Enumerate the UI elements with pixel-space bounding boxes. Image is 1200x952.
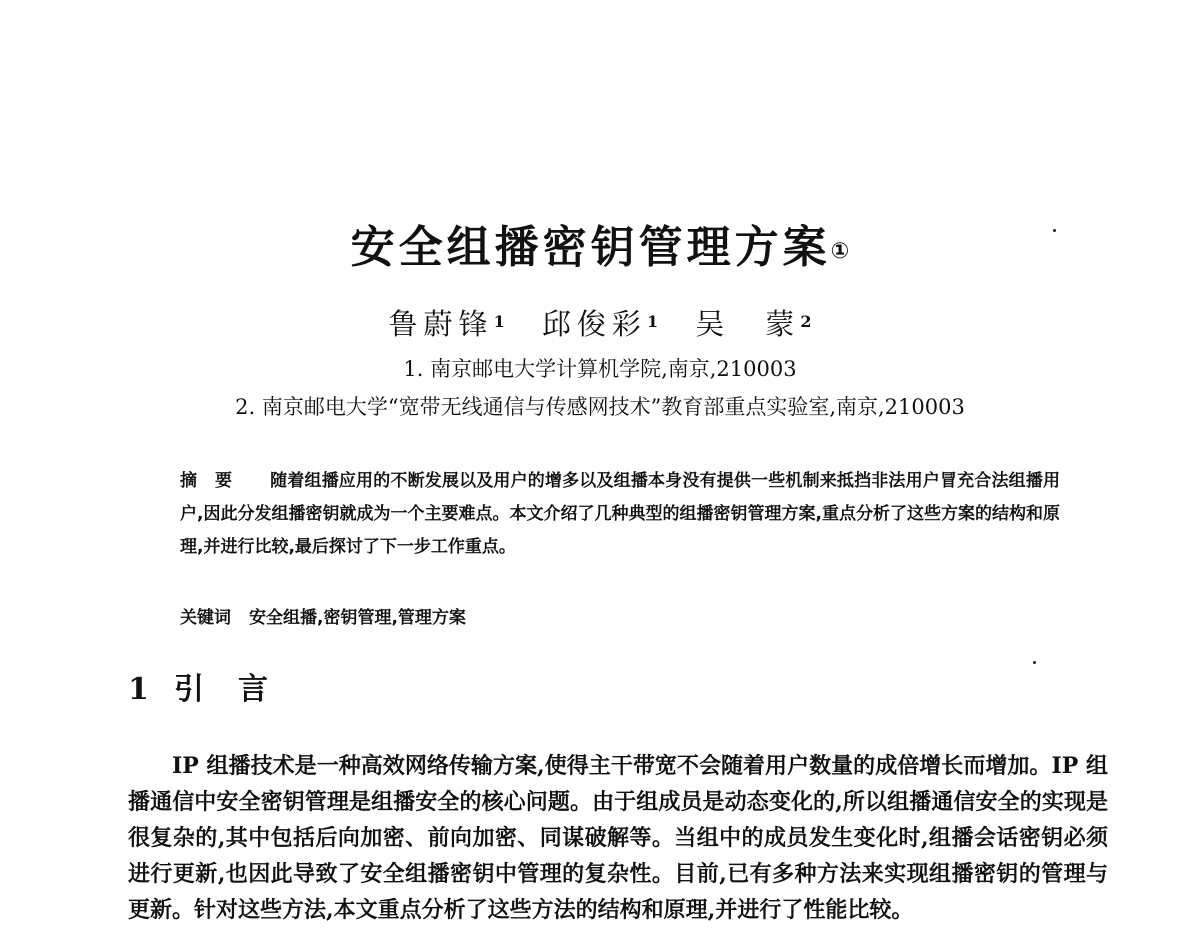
paper-title	[0, 218, 1200, 278]
author	[389, 304, 505, 344]
author	[695, 304, 811, 344]
author-list	[0, 304, 1200, 344]
author-name: 吴 蒙	[695, 307, 801, 341]
paper-title-text: 安全组播密钥管理方案	[350, 222, 831, 273]
author-affiliation-marker: 1	[493, 312, 505, 331]
affiliation-2: 2. 南京邮电大学“宽带无线通信与传感网技术”教育部重点实验室,南京,210003	[235, 395, 965, 419]
affiliation-1: 1. 南京邮电大学计算机学院,南京,210003	[403, 357, 797, 381]
abstract-text: 随着组播应用的不断发展以及用户的增多以及组播本身没有提供一些机制来抵挡非法用户冒充合法组播用户,因此分发组播密钥就成为一个主要难点。本文介绍了几种典型的组播密钥管理方案,重点分析了这些方案的结构和原理,并进行比较,最后探讨了下一步工作重点。	[180, 471, 1060, 557]
section-heading	[128, 668, 302, 712]
body-paragraph: IP 组播技术是一种高效网络传输方案,使得主干带宽不会随着用户数量的成倍增长而增加。IP 组播通信中安全密钥管理是组播安全的核心问题。由于组成员是动态变化的,所以组播通信安全的实现是很复杂的,其中包括后向加密、前向加密、同谋破解等。当组中的成员发生变化时,组播会话密钥必须进行更新,也因此导致了安全组播密钥中管理的复杂性。目前,已有多种方法来实现组播密钥的管理与更新。针对这些方法,本文重点分析了这些方法的结构和原理,并进行了性能比较。	[128, 753, 1108, 923]
abstract-label: 摘要	[180, 471, 250, 491]
keywords	[180, 604, 1060, 632]
section-title: 引言	[174, 672, 302, 707]
body-text	[128, 748, 1108, 928]
keywords-text: 安全组播,密钥管理,管理方案	[249, 608, 466, 628]
author-affiliation-marker: 2	[800, 312, 812, 331]
author-name: 鲁蔚锋	[388, 307, 494, 341]
keywords-label: 关键词	[180, 608, 231, 628]
author-affiliation-marker: 1	[646, 312, 659, 331]
author	[542, 304, 658, 344]
scan-speck	[1053, 229, 1056, 232]
scan-speck	[1033, 661, 1036, 664]
author-name: 邱俊彩	[541, 307, 647, 341]
title-footnote-marker: ①	[830, 239, 850, 264]
abstract	[180, 465, 1060, 564]
section-number: 1	[128, 672, 149, 707]
